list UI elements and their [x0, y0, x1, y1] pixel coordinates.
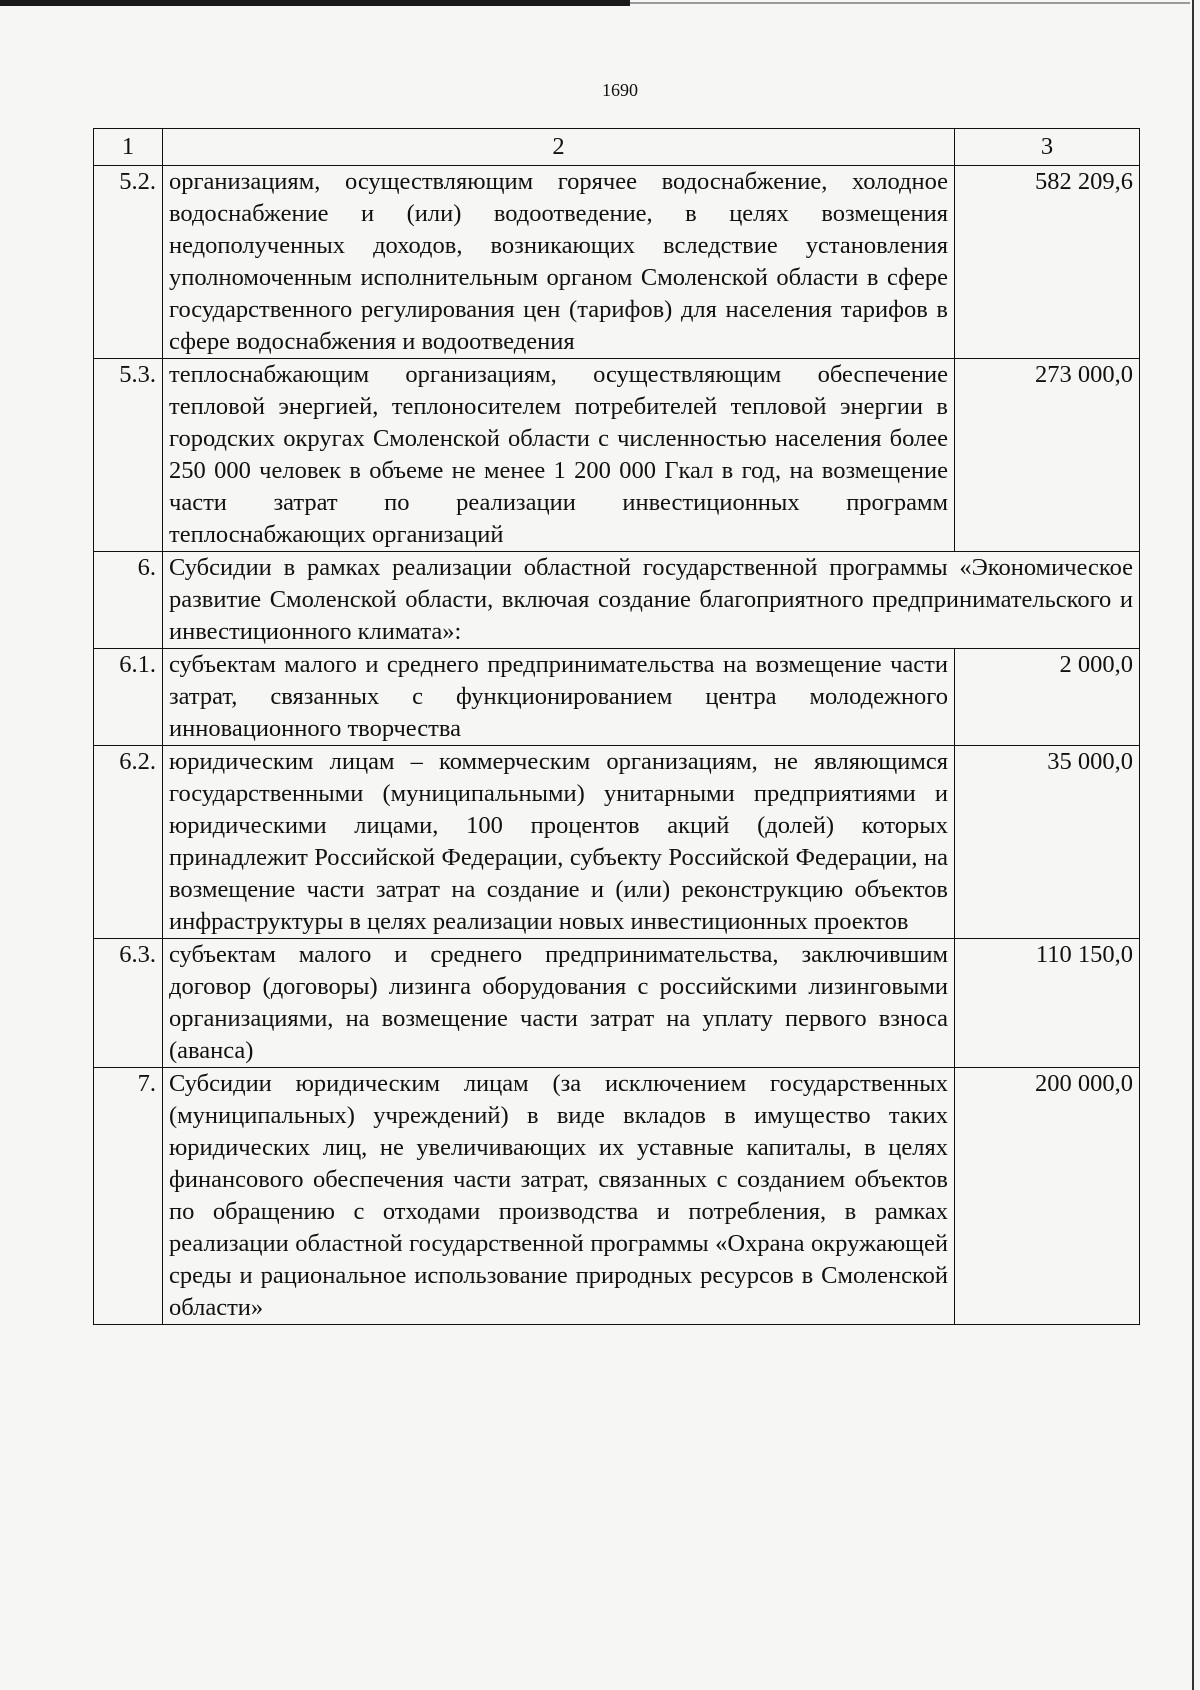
scan-edge-top-thin — [630, 2, 1190, 4]
row-number: 5.3. — [94, 359, 163, 552]
row-description: Субсидии юридическим лицам (за исключением государственных (муниципальных) учреждений) в виде вкладов в имущество таких юридических лиц, не увеличивающих их уставные капиталы, в целях финансового обеспечения части затрат, связанных с созданием объектов по обращению с отходами производства и потребления, в рамках реализации областной государственной программы «Охрана окружающей среды и рациональное использование природных ресурсов в Смоленской области» — [163, 1068, 955, 1325]
row-amount: 273 000,0 — [955, 359, 1140, 552]
row-amount: 35 000,0 — [955, 746, 1140, 939]
table-row — [94, 649, 1140, 746]
row-amount: 110 150,0 — [955, 939, 1140, 1068]
table-row — [94, 746, 1140, 939]
row-description: субъектам малого и среднего предпринимательства, заключившим договор (договоры) лизинга оборудования с российскими лизинговыми организациями, на возмещение части затрат на уплату первого взноса (аванса) — [163, 939, 955, 1068]
table-row — [94, 166, 1140, 359]
page-number: 1690 — [602, 80, 638, 100]
row-number: 6.2. — [94, 746, 163, 939]
row-description: Субсидии в рамках реализации областной государственной программы «Экономическое развитие Смоленской области, включая создание благоприятного предпринимательского и инвестиционного климата»: — [163, 552, 1140, 649]
table-header-row — [94, 129, 1140, 166]
row-amount: 200 000,0 — [955, 1068, 1140, 1325]
subsidy-table — [93, 128, 1140, 1325]
column-header-2: 2 — [163, 129, 955, 166]
scan-edge-top — [0, 0, 630, 6]
table-row — [94, 939, 1140, 1068]
row-description: юридическим лицам – коммерческим организациям, не являющимся государственными (муниципальными) унитарными предприятиями и юридическими лицами, 100 процентов акций (долей) которых принадлежит Российской Федерации, субъекту Российской Федерации, на возмещение части затрат на создание и (или) реконструкцию объектов инфраструктуры в целях реализации новых инвестиционных проектов — [163, 746, 955, 939]
row-number: 6. — [94, 552, 163, 649]
row-number: 6.1. — [94, 649, 163, 746]
scan-edge-right — [1192, 0, 1194, 1690]
row-number: 5.2. — [94, 166, 163, 359]
column-header-3: 3 — [955, 129, 1140, 166]
row-amount: 2 000,0 — [955, 649, 1140, 746]
row-amount: 582 209,6 — [955, 166, 1140, 359]
row-description: субъектам малого и среднего предпринимательства на возмещение части затрат, связанных с функционированием центра молодежного инновационного творчества — [163, 649, 955, 746]
table-row-section — [94, 552, 1140, 649]
table-row — [94, 1068, 1140, 1325]
column-header-1: 1 — [94, 129, 163, 166]
row-description: организациям, осуществляющим горячее водоснабжение, холодное водоснабжение и (или) водоотведение, в целях возмещения недополученных доходов, возникающих вследствие установления уполномоченным исполнительным органом Смоленской области в сфере государственного регулирования цен (тарифов) для населения тарифов в сфере водоснабжения и водоотведения — [163, 166, 955, 359]
row-description: теплоснабжающим организациям, осуществляющим обеспечение тепловой энергией, теплоносителем потребителей тепловой энергии в городских округах Смоленской области с численностью населения более 250 000 человек в объеме не менее 1 200 000 Гкал в год, на возмещение части затрат по реализации инвестиционных программ теплоснабжающих организаций — [163, 359, 955, 552]
row-number: 7. — [94, 1068, 163, 1325]
table-row — [94, 359, 1140, 552]
row-number: 6.3. — [94, 939, 163, 1068]
